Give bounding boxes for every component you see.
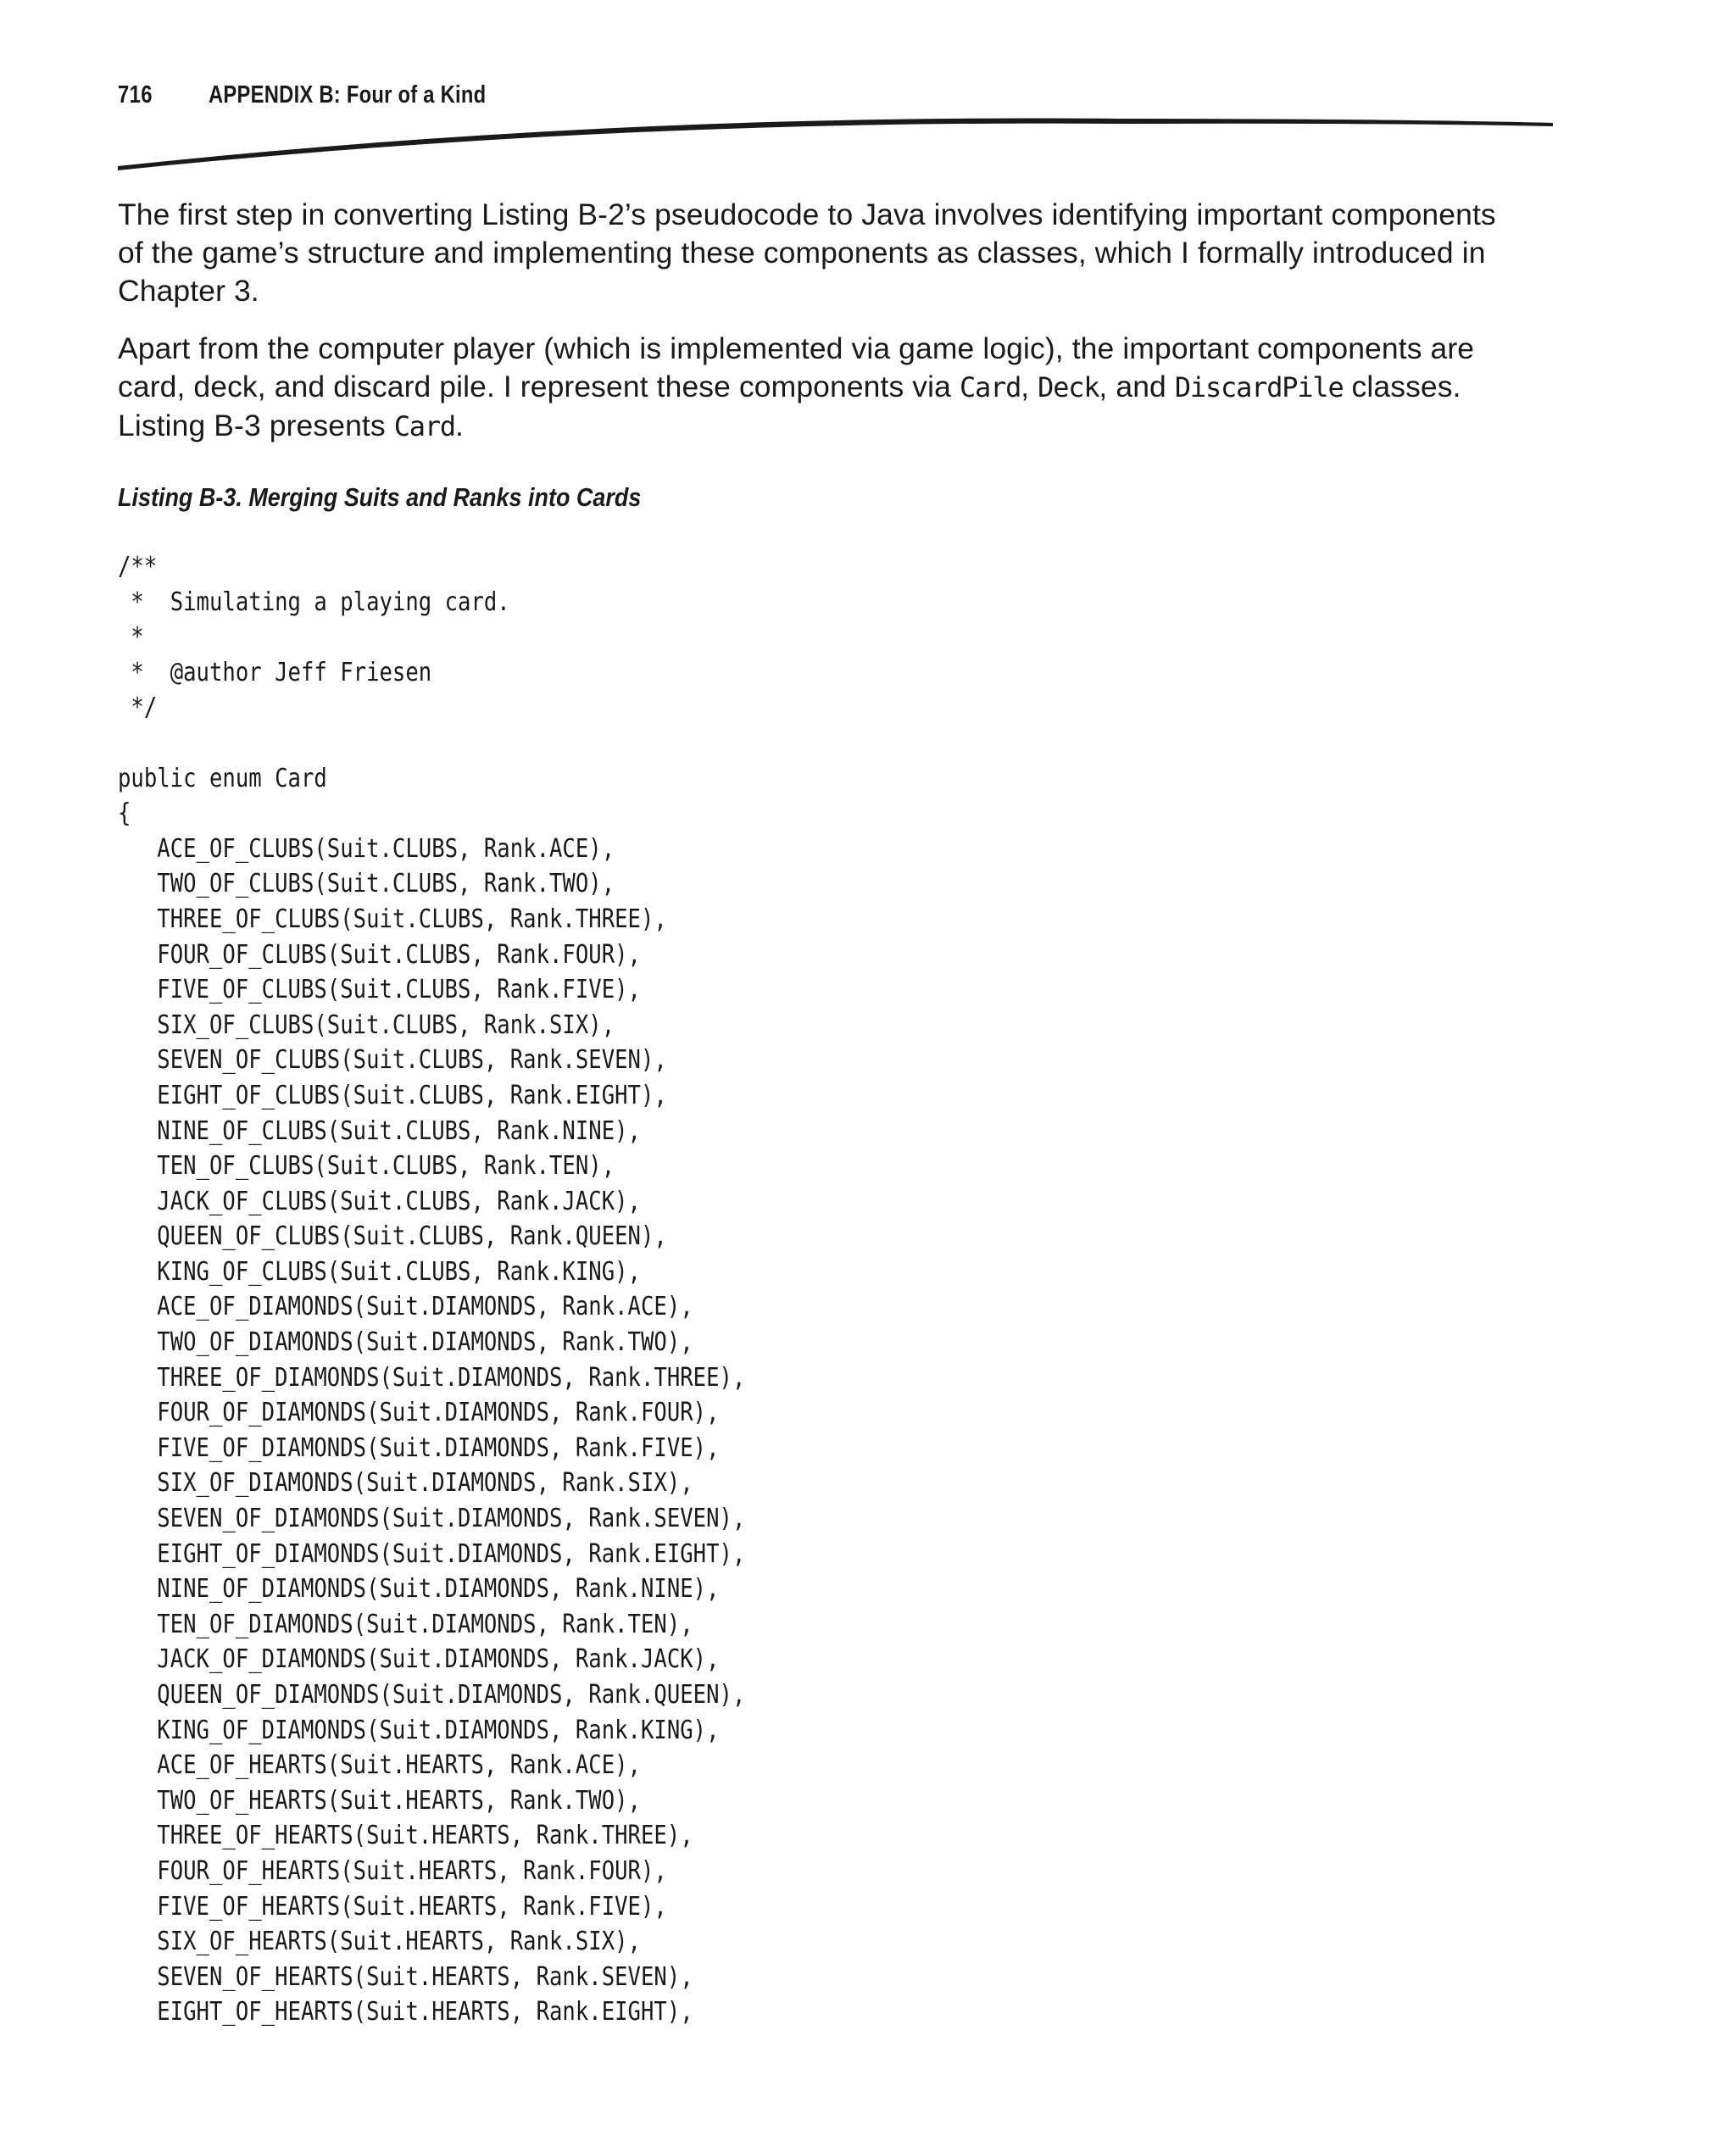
code-line: SEVEN_OF_CLUBS(Suit.CLUBS, Rank.SEVEN), [118,1045,667,1076]
code-line: /** [118,552,158,581]
code-line: SIX_OF_DIAMONDS(Suit.DIAMONDS, Rank.SIX), [118,1468,693,1499]
code-line: NINE_OF_CLUBS(Suit.CLUBS, Rank.NINE), [118,1115,641,1146]
code-line: TWO_OF_DIAMONDS(Suit.DIAMONDS, Rank.TWO), [118,1327,693,1358]
code-line: ACE_OF_CLUBS(Suit.CLUBS, Rank.ACE), [118,833,615,864]
code-line: ACE_OF_HEARTS(Suit.HEARTS, Rank.ACE), [118,1750,641,1781]
code-line: EIGHT_OF_DIAMONDS(Suit.DIAMONDS, Rank.EIGHT), [118,1538,746,1569]
code-line: QUEEN_OF_DIAMONDS(Suit.DIAMONDS, Rank.QUEEN), [118,1680,746,1710]
code-line: EIGHT_OF_HEARTS(Suit.HEARTS, Rank.EIGHT), [118,1997,693,2028]
page-number: 716 [118,81,153,108]
code-line: * [118,622,144,653]
inline-code-card: Card [393,410,455,442]
code-line: KING_OF_DIAMONDS(Suit.DIAMONDS, Rank.KING), [118,1715,720,1745]
code-line: TWO_OF_HEARTS(Suit.HEARTS, Rank.TWO), [118,1785,641,1816]
paragraph-text: , and [1099,370,1175,403]
code-line: FOUR_OF_CLUBS(Suit.CLUBS, Rank.FOUR), [118,939,641,970]
listing-caption: Listing B-3. Merging Suits and Ranks into Cards [118,482,642,512]
code-line: TEN_OF_CLUBS(Suit.CLUBS, Rank.TEN), [118,1151,615,1182]
code-line: SEVEN_OF_DIAMONDS(Suit.DIAMONDS, Rank.SEVEN), [118,1504,746,1534]
paragraph-text: . [454,409,464,442]
header-rule [0,0,1736,186]
code-line: */ [118,693,158,723]
code-line: FIVE_OF_HEARTS(Suit.HEARTS, Rank.FIVE), [118,1891,667,1922]
paragraph-text: classes. Listing B-3 presents [118,370,1461,442]
code-line: FOUR_OF_HEARTS(Suit.HEARTS, Rank.FOUR), [118,1855,667,1886]
code-line: THREE_OF_HEARTS(Suit.HEARTS, Rank.THREE), [118,1821,693,1851]
code-line: JACK_OF_DIAMONDS(Suit.DIAMONDS, Rank.JACK), [118,1644,720,1675]
code-listing [118,549,745,2030]
code-line: FIVE_OF_CLUBS(Suit.CLUBS, Rank.FIVE), [118,975,641,1005]
code-line: SIX_OF_CLUBS(Suit.CLUBS, Rank.SIX), [118,1010,615,1040]
code-line: * @author Jeff Friesen [118,657,432,687]
paragraph-intro: The first step in converting Listing B-2’s pseudocode to Java involves identifying important components of the game’s structure and implementing these components as classes, which I formally introduced in Chapter 3. [118,197,1496,308]
code-line: ACE_OF_DIAMONDS(Suit.DIAMONDS, Rank.ACE), [118,1292,693,1322]
code-line: SIX_OF_HEARTS(Suit.HEARTS, Rank.SIX), [118,1927,641,1957]
code-line [118,726,745,761]
inline-code-card: Card [959,371,1021,403]
code-line: TEN_OF_DIAMONDS(Suit.DIAMONDS, Rank.TEN), [118,1609,693,1639]
code-line: FIVE_OF_DIAMONDS(Suit.DIAMONDS, Rank.FIVE), [118,1432,720,1463]
paragraph-text: , [1021,370,1038,403]
code-line: QUEEN_OF_CLUBS(Suit.CLUBS, Rank.QUEEN), [118,1221,667,1252]
running-title: APPENDIX B: Four of a Kind [209,81,487,108]
inline-code-discardpile: DiscardPile [1174,371,1344,403]
paragraph-components [118,330,1525,446]
code-line: SEVEN_OF_HEARTS(Suit.HEARTS, Rank.SEVEN), [118,1961,693,1992]
paragraph-text: Apart from the computer player (which is implemented via game logic), the important components are card, deck, and discard pile. I represent these components via [118,331,1475,403]
code-line: * Simulating a playing card. [118,587,510,617]
code-line: JACK_OF_CLUBS(Suit.CLUBS, Rank.JACK), [118,1186,641,1216]
code-line: TWO_OF_CLUBS(Suit.CLUBS, Rank.TWO), [118,869,615,899]
code-line: THREE_OF_DIAMONDS(Suit.DIAMONDS, Rank.THREE), [118,1362,746,1393]
code-line: NINE_OF_DIAMONDS(Suit.DIAMONDS, Rank.NINE), [118,1574,720,1605]
code-line: EIGHT_OF_CLUBS(Suit.CLUBS, Rank.EIGHT), [118,1080,667,1110]
inline-code-deck: Deck [1038,371,1099,403]
code-line: { [118,798,131,829]
code-line: FOUR_OF_DIAMONDS(Suit.DIAMONDS, Rank.FOUR), [118,1398,720,1428]
code-line: THREE_OF_CLUBS(Suit.CLUBS, Rank.THREE), [118,904,667,934]
code-line: KING_OF_CLUBS(Suit.CLUBS, Rank.KING), [118,1256,641,1287]
code-line: public enum Card [118,763,327,793]
